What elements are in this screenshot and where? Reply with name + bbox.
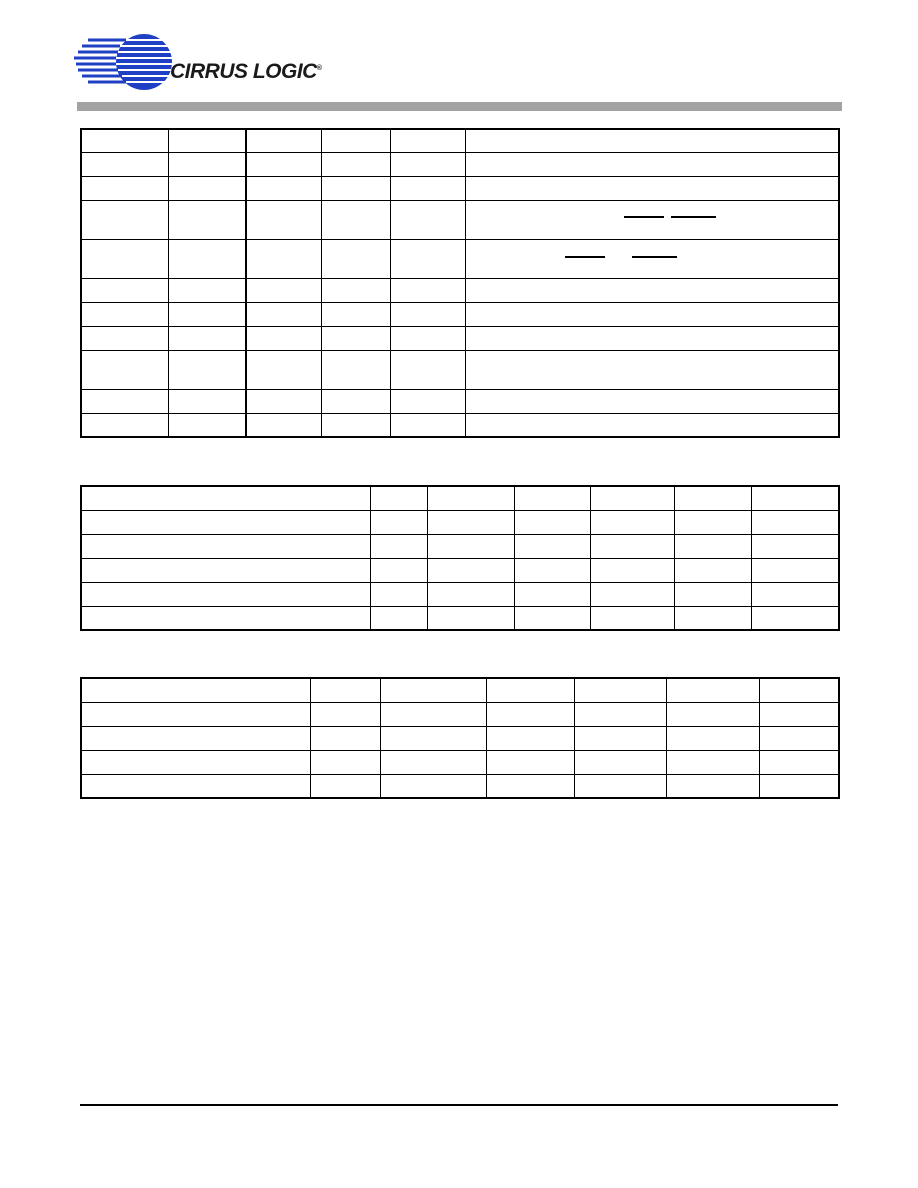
table-row bbox=[81, 389, 839, 413]
table-row bbox=[81, 176, 839, 200]
specification-table-1 bbox=[80, 485, 840, 631]
table-row bbox=[81, 152, 839, 176]
table-row bbox=[81, 200, 839, 239]
table-row bbox=[81, 129, 839, 152]
table-row bbox=[81, 774, 839, 798]
footer-rule bbox=[80, 1104, 838, 1106]
table-row bbox=[81, 278, 839, 302]
table-row bbox=[81, 326, 839, 350]
table-row bbox=[81, 350, 839, 389]
cirrus-logic-globe-icon bbox=[74, 32, 174, 96]
table-row bbox=[81, 582, 839, 606]
table-row bbox=[81, 413, 839, 437]
overline-mark bbox=[632, 256, 677, 258]
specification-table-2 bbox=[80, 677, 840, 799]
table-row bbox=[81, 534, 839, 558]
brand-name: CIRRUS LOGIC® bbox=[170, 60, 322, 83]
overline-mark bbox=[565, 256, 605, 258]
table-row bbox=[81, 510, 839, 534]
table-row bbox=[81, 486, 839, 510]
header-bar bbox=[77, 102, 842, 111]
table-row bbox=[81, 750, 839, 774]
pin-description-table bbox=[80, 128, 840, 438]
overline-mark bbox=[624, 216, 664, 218]
table-row bbox=[81, 606, 839, 630]
cirrus-logic-logo bbox=[74, 32, 344, 96]
table-row bbox=[81, 302, 839, 326]
table-row bbox=[81, 239, 839, 278]
overline-mark bbox=[671, 216, 716, 218]
table-row bbox=[81, 726, 839, 750]
table-row bbox=[81, 678, 839, 702]
table-row bbox=[81, 558, 839, 582]
table-row bbox=[81, 702, 839, 726]
